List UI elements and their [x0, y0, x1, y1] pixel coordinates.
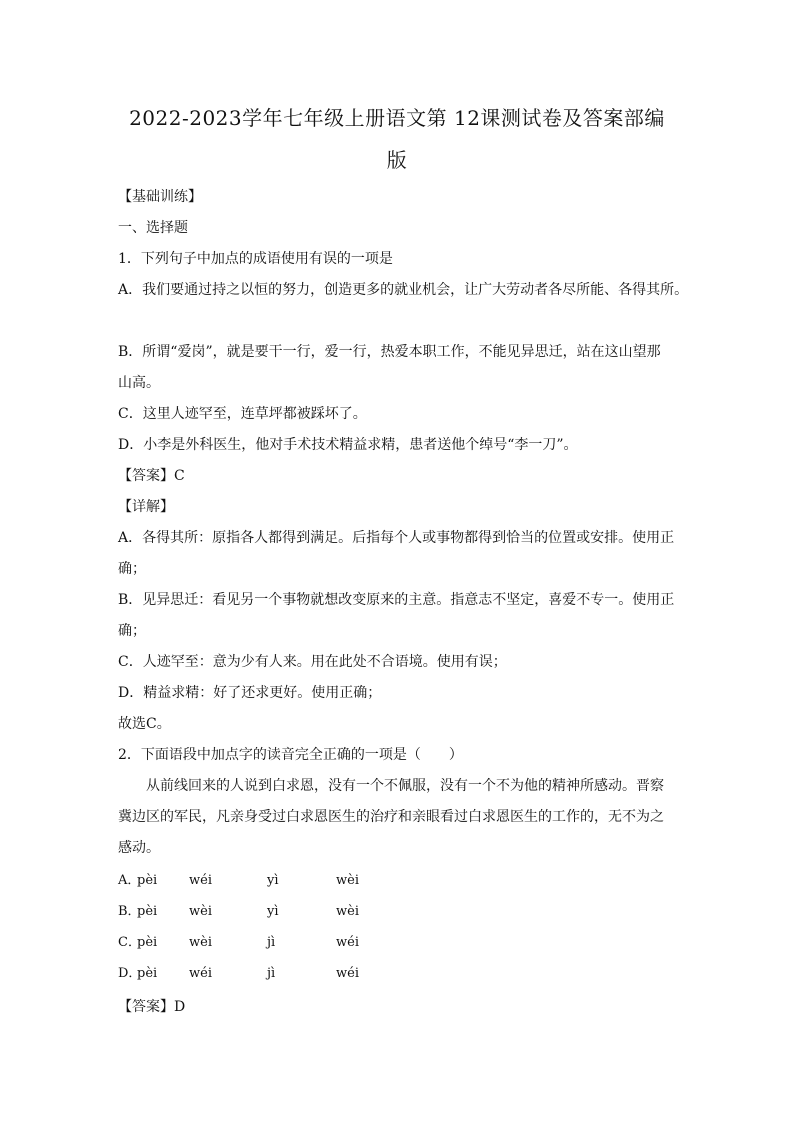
q1-conclusion: 故选C。 [118, 716, 171, 732]
q2-answer: 【答案】D [118, 999, 186, 1015]
pinyin-1: pèi [137, 935, 158, 950]
pinyin-2: wéi [189, 966, 212, 981]
section-choice: 一、选择题 [118, 220, 188, 236]
pinyin-4: wèi [336, 873, 359, 888]
q1-detail-label: 【详解】 [118, 499, 174, 515]
doc-title-line1: 2022-2023学年七年级上册语文第 12课测试卷及答案部编 [129, 106, 665, 130]
pinyin-1: pèi [137, 904, 158, 919]
option-label: A． [118, 873, 141, 888]
pinyin-4: wéi [336, 935, 359, 950]
q2-stem: 2．下面语段中加点字的读音完全正确的一项是（ ） [118, 747, 463, 763]
section-basic-training: 【基础训练】 [118, 189, 202, 205]
q2-passage-line2: 冀边区的军民，凡亲身受过白求恩医生的治疗和亲眼看过白求恩医生的工作的，无不为之 [118, 809, 664, 825]
pinyin-1: pèi [137, 966, 158, 981]
pinyin-2: wèi [189, 935, 212, 950]
pinyin-2: wèi [189, 904, 212, 919]
q1-detail-b-line1: B．见异思迁：看见另一个事物就想改变原来的主意。指意志不坚定，喜爱不专一。使用正 [118, 592, 675, 608]
q1-option-b-line1: B．所谓“爱岗”，就是要干一行，爱一行，热爱本职工作，不能见异思迁，站在这山望那 [118, 344, 661, 360]
option-label: B． [118, 904, 141, 919]
doc-title-line2: 版 [386, 148, 408, 172]
q1-option-d: D．小李是外科医生，他对手术技术精益求精，患者送他个绰号“李一刀”。 [118, 437, 578, 453]
pinyin-3: yì [267, 904, 279, 919]
pinyin-3: jì [267, 966, 276, 981]
q1-detail-c: C．人迹罕至：意为少有人来。用在此处不合语境。使用有误； [118, 654, 507, 670]
q1-detail-a-line1: A．各得其所：原指各人都得到满足。后指每个人或事物都得到恰当的位置或安排。使用正 [118, 530, 675, 546]
q2-passage-line1: 从前线回来的人说到白求恩，没有一个不佩服，没有一个不为他的精神所感动。晋察 [146, 778, 664, 794]
q1-detail-a-line2: 确； [118, 561, 146, 577]
q2-passage-line3: 感动。 [118, 840, 160, 856]
pinyin-3: yì [267, 873, 279, 888]
pinyin-4: wéi [336, 966, 359, 981]
pinyin-3: jì [267, 935, 276, 950]
q1-answer: 【答案】C [118, 468, 185, 484]
option-label: D． [118, 966, 142, 981]
q1-option-c: C．这里人迹罕至，连草坪都被踩坏了。 [118, 406, 367, 422]
pinyin-4: wèi [336, 904, 359, 919]
option-label: C． [118, 935, 141, 950]
q1-detail-b-line2: 确； [118, 623, 146, 639]
pinyin-1: pèi [137, 873, 158, 888]
q1-option-a: A．我们要通过持之以恒的努力，创造更多的就业机会，让广大劳动者各尽所能、各得其所。 [118, 282, 689, 298]
pinyin-2: wéi [189, 873, 212, 888]
q1-detail-d: D．精益求精：好了还求更好。使用正确； [118, 685, 382, 701]
q1-stem: 1．下列句子中加点的成语使用有误的一项是 [118, 251, 393, 267]
q1-option-b-line2: 山高。 [118, 375, 160, 391]
